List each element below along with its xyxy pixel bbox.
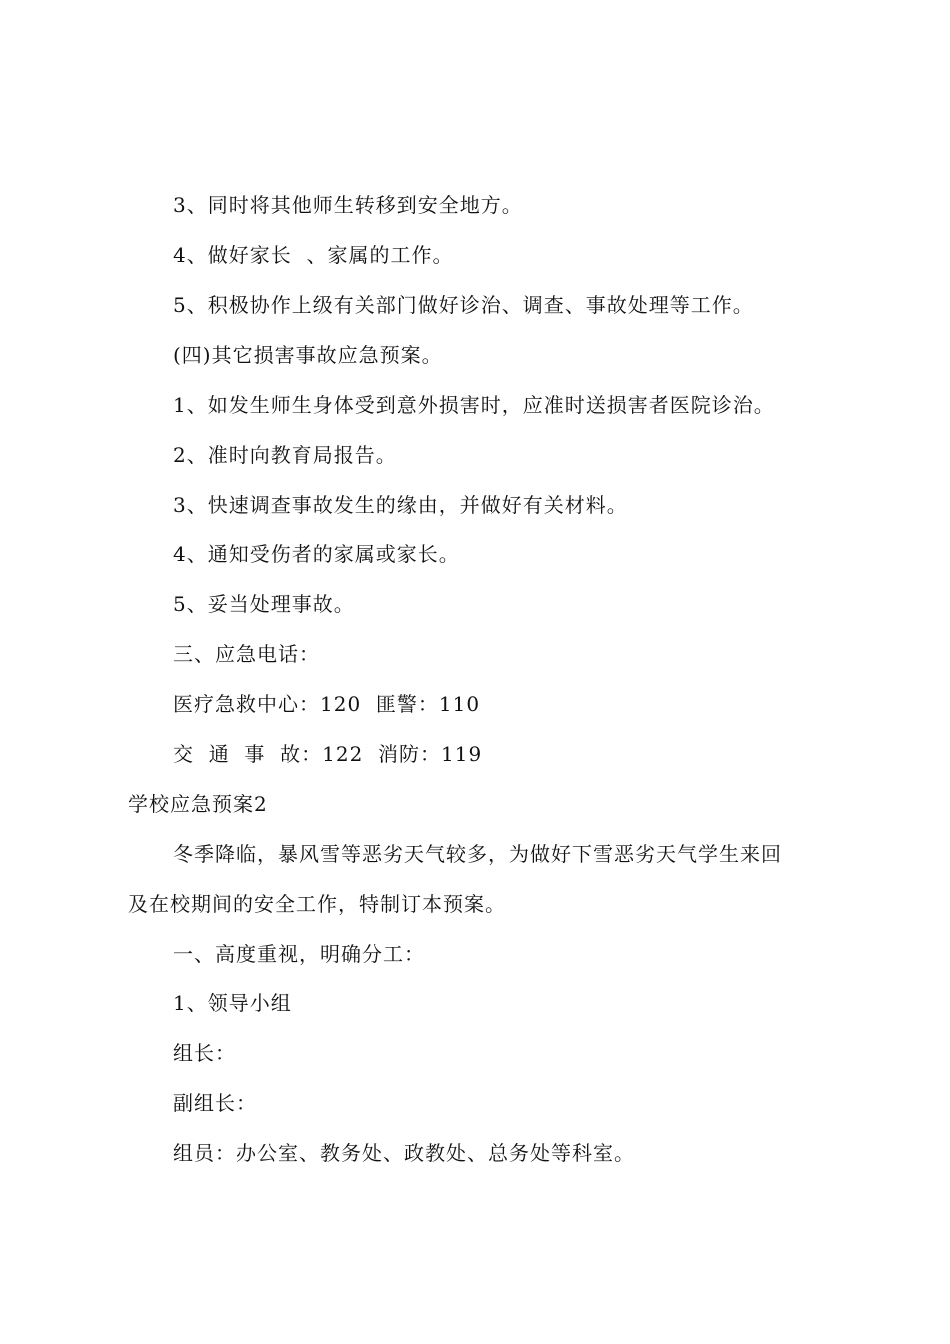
phone-line: 交 通 事 故：122 消防：119: [173, 742, 483, 766]
section-heading: (四)其它损害事故应急预案。: [173, 343, 443, 367]
paragraph-line: 4、通知受伤者的家属或家长。: [173, 542, 460, 566]
paragraph-line: 3、快速调查事故发生的缘由，并做好有关材料。: [173, 493, 628, 517]
phone-line: 医疗急救中心：120 匪警：110: [173, 692, 481, 716]
section-heading: 三、应急电话：: [173, 642, 320, 666]
document-title: 学校应急预案2: [128, 792, 268, 816]
paragraph-line: 2、准时向教育局报告。: [173, 443, 397, 467]
paragraph-line: 1、领导小组: [173, 991, 292, 1015]
section-heading: 一、高度重视，明确分工：: [173, 942, 425, 966]
paragraph-line: 冬季降临，暴风雪等恶劣天气较多，为做好下雪恶劣天气学生来回: [173, 842, 782, 866]
paragraph-line: 1、如发生师生身体受到意外损害时，应准时送损害者医院诊治。: [173, 393, 775, 417]
paragraph-line: 及在校期间的安全工作，特制订本预案。: [128, 892, 506, 916]
paragraph-line: 副组长：: [173, 1091, 257, 1115]
paragraph-line: 5、积极协作上级有关部门做好诊治、调查、事故处理等工作。: [173, 293, 754, 317]
paragraph-line: 4、做好家长 、家属的工作。: [173, 243, 454, 267]
paragraph-line: 5、妥当处理事故。: [173, 592, 355, 616]
paragraph-line: 组长：: [173, 1041, 236, 1065]
paragraph-line: 组员：办公室、教务处、政教处、总务处等科室。: [173, 1141, 635, 1165]
paragraph-line: 3、同时将其他师生转移到安全地方。: [173, 193, 523, 217]
